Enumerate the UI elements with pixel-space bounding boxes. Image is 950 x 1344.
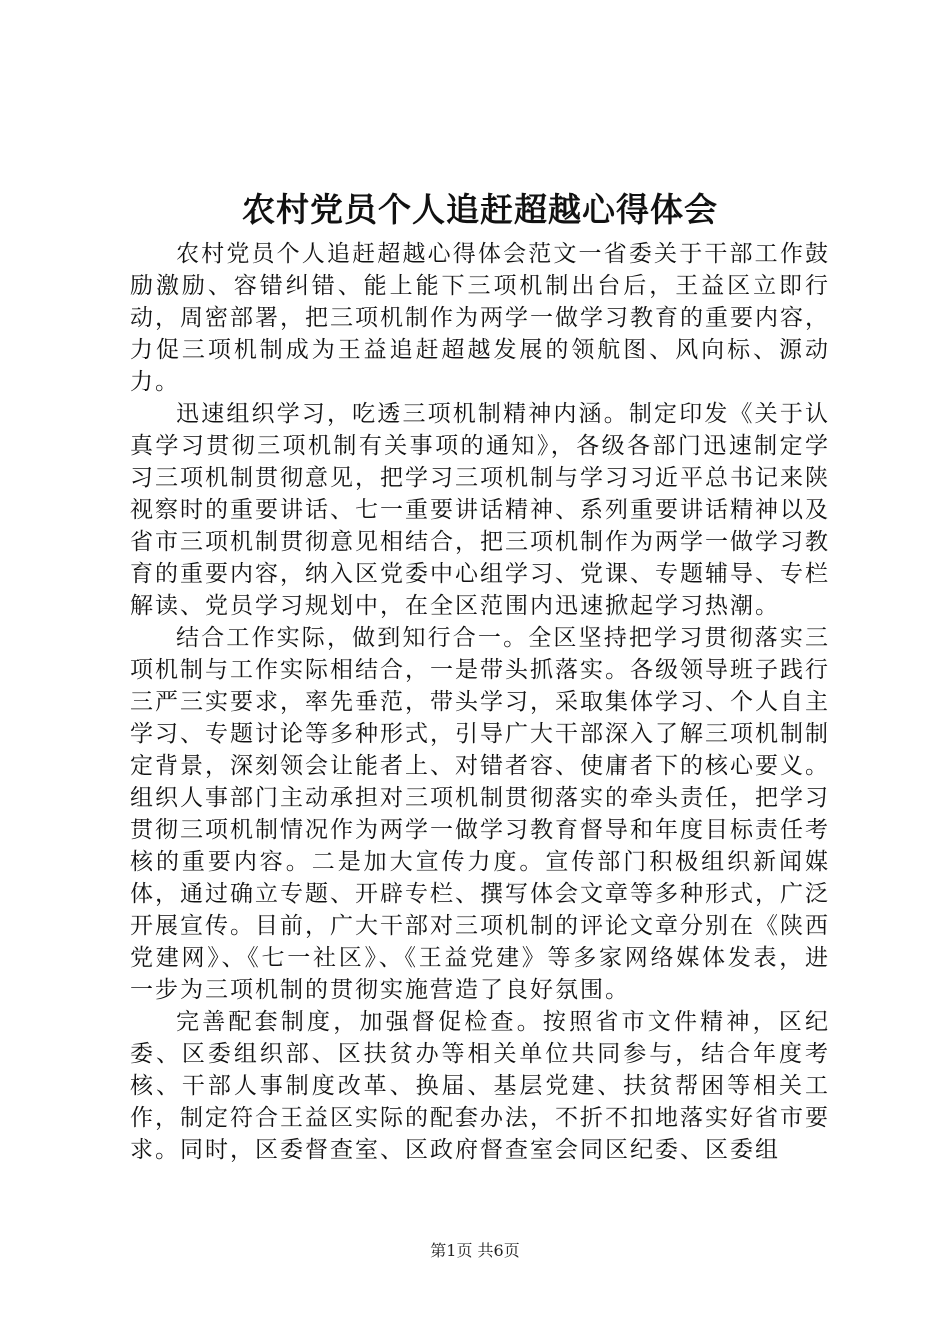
- paragraph-study: 迅速组织学习，吃透三项机制精神内涵。制定印发《关于认真学习贯彻三项机制有关事项的通知》，各级各部门迅速制定学习三项机制贯彻意见，把学习三项机制与学习习近平总书记来陕视察时的重要讲话、七一重要讲话精神、系列重要讲话精神以及省市三项机制贯彻意见相结合，把三项机制作为两学一做学习教育的重要内容，纳入区党委中心组学习、党课、专题辅导、专栏解读、党员学习规划中，在全区范围内迅速掀起学习热潮。: [130, 401, 830, 619]
- paragraph-intro: 农村党员个人追赶超越心得体会范文一省委关于干部工作鼓励激励、容错纠错、能上能下三项机制出台后，王益区立即行动，周密部署，把三项机制作为两学一做学习教育的重要内容，力促三项机制成为王益追赶超越发展的领航图、风向标、源动力。: [130, 241, 830, 395]
- paragraph-supervision: 完善配套制度，加强督促检查。按照省市文件精神，区纪委、区委组织部、区扶贫办等相关单位共同参与，结合年度考核、干部人事制度改革、换届、基层党建、扶贫帮困等相关工作，制定符合王益区实际的配套办法，不折不扣地落实好省市要求。同时，区委督查室、区政府督查室会同区纪委、区委组: [130, 1009, 830, 1163]
- document-body: [130, 238, 830, 1166]
- paragraph-practice: 结合工作实际，做到知行合一。全区坚持把学习贯彻落实三项机制与工作实际相结合，一是带头抓落实。各级领导班子践行三严三实要求，率先垂范，带头学习，采取集体学习、个人自主学习、专题讨论等多种形式，引导广大干部深入了解三项机制制定背景，深刻领会让能者上、对错者容、使庸者下的核心要义。组织人事部门主动承担对三项机制贯彻落实的牵头责任，把学习贯彻三项机制情况作为两学一做学习教育督导和年度目标责任考核的重要内容。二是加大宣传力度。宣传部门积极组织新闻媒体，通过确立专题、开辟专栏、撰写体会文章等多种形式，广泛开展宣传。目前，广大干部对三项机制的评论文章分别在《陕西党建网》、《七一社区》、《王益党建》等多家网络媒体发表，进一步为三项机制的贯彻实施营造了良好氛围。: [130, 625, 830, 1003]
- page-number-footer: 第1页 共6页: [430, 1241, 520, 1260]
- document-title: 农村党员个人追赶超越心得体会: [242, 190, 718, 229]
